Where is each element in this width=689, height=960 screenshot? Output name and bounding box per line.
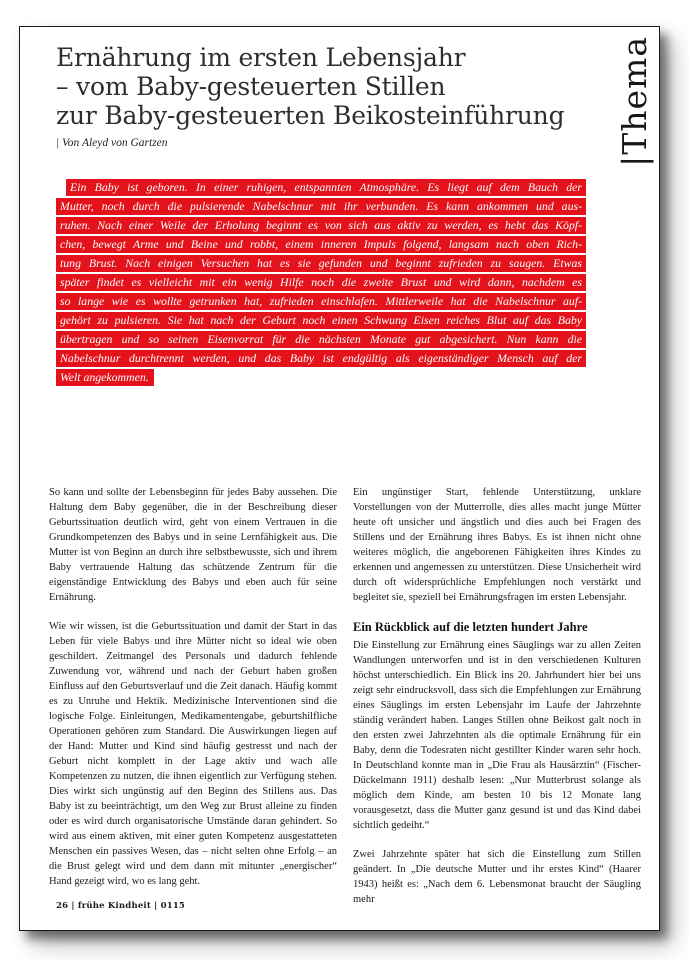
left-column [49,485,337,921]
red-intro-line: ruhen. Nach einer Weile der Erholung beginnt es von sich aus aktiv zu werden, es hebt das Köpf- [56,217,586,234]
section-label-vertical: |Thema [615,36,654,167]
red-intro-line: tung Brust. Nach einigen Versuchen hat es sie gefunden und beginnt zufrieden zu saugen. Etwas [56,255,586,272]
byline: | Von Aleyd von Gartzen [56,137,168,149]
red-intro-line: so lange wie es wollte getrunken hat, zufrieden einschlafen. Mittlerweile hat die Nabelschnur auf- [56,293,586,310]
red-intro-line: Ein Baby ist geboren. In einer ruhigen, entspannten Atmosphäre. Es liegt auf dem Bauch der [66,179,586,196]
red-intro-line: chen, bewegt Arme und Beine und robbt, einem inneren Impuls folgend, langsam nach oben Rich- [56,236,586,253]
article-body [49,485,641,921]
paragraph: Zwei Jahrzehnte später hat sich die Einstellung zum Stillen geändert. In „Die deutsche Mutter und ihr erstes Kind“ (Haarer 1943) heißt es: „Nach dem 6. Lebensmonat braucht der Säugling mehr [353,849,641,905]
paragraph: Ein ungünstiger Start, fehlende Unterstützung, unklare Vorstellungen von der Mutterrolle, dies alles macht junge Mütter heute oft unsicher und ängstlich und dies auch bei Fragen des Stillens und der Ernährung ihres Babys. Es ist ihnen nicht ohne weiteres möglich, die angeborenen Fähigkeiten ihres Kindes zu erkennen und angemessen zu unterstützen. Diese Unsicherheit wird durch oft widersprüchliche Empfehlungen noch verstärkt und begleitet sie, speziell bei Ernährungsfragen im ersten Lebensjahr. [353,487,641,603]
red-intro-line: Mutter, noch durch die pulsierende Nabelschnur mit ihr verbunden. Es kann ankommen und aus- [56,198,586,215]
section-heading: Ein Rückblick auf die letzten hundert Jahre [353,620,588,634]
red-intro-line: Nabelschnur durchtrennt werden, und das Baby ist endgültig als eigenständiger Mensch auf der [56,350,586,367]
magazine-page [19,26,660,931]
red-intro-line: Welt angekommen. [56,369,154,386]
right-column [353,485,641,921]
paragraph: So kann und sollte der Lebensbeginn für jedes Baby aussehen. Die Haltung dem Baby gegenüber, die in der Beschreibung dieser Geburtssituation deutlich wird, geht von einem Vertrauen in die Grundkompetenzen des Babys und in seine Lernfähigkeit aus. Die Mutter ist von Beginn an durch ihre selbstbewusste, sich und ihrem Baby vertrauende Haltung das schützende Zentrum für die eigenständige Entwicklung des Babys und eben auch für seine Ernährung. [49,487,337,603]
paragraph: Die Einstellung zur Ernährung eines Säuglings war zu allen Zeiten Wandlungen unterworfen und ist in den verschiedenen Kulturen höchst unterschiedlich. Ein Blick ins 20. Jahrhundert hier bei uns zeigt sehr eindrucksvoll, dass sich die Empfehlungen zur Ernährung eines Säuglings im ersten Lebensjahr im Laufe der Jahrzehnte ständig verändert haben. Langes Stillen ohne Beikost galt noch in den ersten zwei Jahrzehnten als die optimale Ernährung für ein Baby, denn die Todesraten nicht gestillter Kinder waren sehr hoch. In Deutschland konnte man in „Die Frau als Hausärztin“ (Fischer-Dückelmann 1911) deshalb lesen: „Nur Mutterbrust solange als möglich dem Kinde, am besten 10 bis 12 Monate lang vorausgesetzt, dass die Mutter ganz gesund ist und das Kind dabei sichtlich gedeiht.“ [353,640,641,831]
red-intro-line: übertragen und so seinen Eisenvorrat für die nächsten Monate gut abgesichert. Nun kann die [56,331,586,348]
article-header [56,43,576,149]
page-footer: 26 | frühe Kindheit | 0115 [56,901,186,911]
red-intro-line: später findet es vielleicht mit ein wenig Hilfe noch die zweite Brust und wird dann, nachdem es [56,274,586,291]
red-intro-line: gehört zu pulsieren. Sie hat nach der Geburt noch einen Schwung Eisen reiches Blut auf das Baby [56,312,586,329]
red-intro [56,179,586,393]
paragraph: Wie wir wissen, ist die Geburtssituation und damit der Start in das Leben für viele Babys und ihre Mütter nicht so ideal wie oben geschildert. Zeitmangel des Personals und dadurch fehlende Zuwendung vor, während und nach der Geburt haben großen Einfluss auf den Geburtsverlauf und die Zeit danach. Häufig kommt es zu Unruhe und Hektik. Medizinische Interventionen sind die logische Folge. Einleitungen, Medikamentengabe, geburtshilfliche Operationen gehören zum Standard. Die Auswirkungen liegen auf der Hand: Mutter und Kind sind häufig gestresst und nach der Geburt nicht komplett in der Lage aktiv und wach alle Kompetenzen zu nutzen, die ihnen eigentlich zur Verfügung stehen. Dies wirkt sich ungünstig auf den Beginn des Stillens aus. Das Baby ist zu beeinträchtigt, um den Weg zur Brust alleine zu finden oder es wird durch organisatorische Umstände daran gehindert. So wird aus einem aktiven, mit einer guten Kompetenz ausgestatteten Menschen ein passives Wesen, das – nicht selten ohne Erfolg – an die Brust gelegt wird und dem dann mit mitunter „energischer“ Hand gezeigt wird, wo es lang geht. [49,621,337,887]
article-title-line-1: Ernährung im ersten Lebensjahr [56,43,466,72]
article-title-line-3: zur Baby-gesteuerten Beikosteinführung [56,101,565,130]
article-title-line-2: – vom Baby-gesteuerten Stillen [56,72,446,101]
